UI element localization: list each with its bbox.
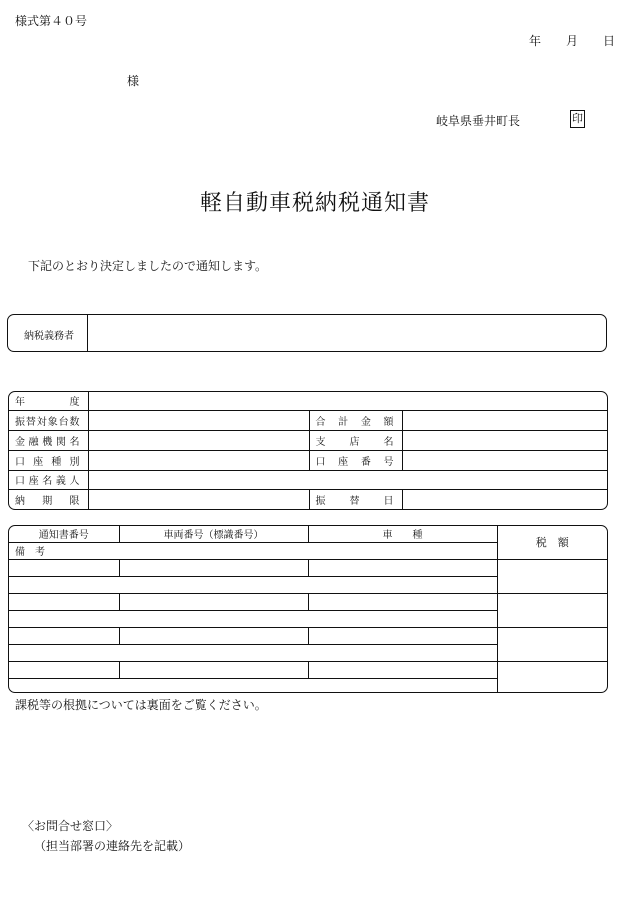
row-4-vehicle-number[interactable] xyxy=(119,661,308,678)
row-2-vehicle-type[interactable] xyxy=(308,593,497,610)
branch-label: 支 店 名 xyxy=(309,430,402,450)
account-type-value[interactable] xyxy=(88,450,309,470)
row-3-tax-amount[interactable] xyxy=(497,627,607,661)
bank-label: 金融機関名 xyxy=(9,430,88,450)
row-4-vehicle-type[interactable] xyxy=(308,661,497,678)
row-4-tax-amount[interactable] xyxy=(497,661,607,693)
row-2-notice-number[interactable] xyxy=(9,593,119,610)
row-2-vehicle-number[interactable] xyxy=(119,593,308,610)
taxpayer-box xyxy=(7,314,607,352)
contact-detail: （担当部署の連絡先を記載） xyxy=(34,839,191,853)
header-vehicle-number: 車両番号（標識番号） xyxy=(119,526,308,542)
addressee-suffix: 様 xyxy=(127,74,140,88)
due-date-value[interactable] xyxy=(88,489,309,509)
date-day: 日 xyxy=(603,34,616,48)
row-4-remarks[interactable] xyxy=(9,678,497,693)
issuer-name: 岐阜県垂井町長 xyxy=(436,114,521,128)
intro-text: 下記のとおり決定しましたので通知します。 xyxy=(28,259,268,273)
header-notice-number: 通知書番号 xyxy=(9,526,119,542)
due-date-label: 納 期 限 xyxy=(9,489,88,509)
vehicle-count-value[interactable] xyxy=(88,410,309,430)
total-amount-label: 合 計 金 額 xyxy=(309,410,402,430)
row-1-vehicle-type[interactable] xyxy=(308,559,497,576)
account-number-value[interactable] xyxy=(402,450,607,470)
transfer-table xyxy=(9,392,607,509)
transfer-info-box xyxy=(8,391,608,510)
account-number-label: 口 座 番 号 xyxy=(309,450,402,470)
transfer-date-label: 振 替 日 xyxy=(309,489,402,509)
branch-value[interactable] xyxy=(402,430,607,450)
row-1-notice-number[interactable] xyxy=(9,559,119,576)
row-1-tax-amount[interactable] xyxy=(497,559,607,593)
header-tax-amount: 税 額 xyxy=(497,526,607,559)
page-title: 軽自動車税納税通知書 xyxy=(199,191,430,216)
vehicle-details-box xyxy=(8,525,608,693)
account-type-label: 口座種別 xyxy=(9,450,88,470)
account-holder-value[interactable] xyxy=(88,470,607,489)
row-3-remarks[interactable] xyxy=(9,644,497,661)
bank-value[interactable] xyxy=(88,430,309,450)
date-month: 月 xyxy=(566,34,579,48)
taxpayer-label: 納税義務者 xyxy=(24,331,74,342)
row-1-remarks[interactable] xyxy=(9,576,497,593)
vehicle-details-table xyxy=(9,526,607,693)
row-3-notice-number[interactable] xyxy=(9,627,119,644)
vehicle-count-label: 振替対象台数 xyxy=(9,410,88,430)
row-2-remarks[interactable] xyxy=(9,610,497,627)
header-vehicle-type: 車 種 xyxy=(308,526,497,542)
date-year: 年 xyxy=(529,34,542,48)
account-holder-label: 口座名義人 xyxy=(9,470,88,489)
row-3-vehicle-number[interactable] xyxy=(119,627,308,644)
row-3-vehicle-type[interactable] xyxy=(308,627,497,644)
row-4-notice-number[interactable] xyxy=(9,661,119,678)
year-value[interactable] xyxy=(88,392,607,410)
header-remarks: 備 考 xyxy=(9,542,497,559)
row-2-tax-amount[interactable] xyxy=(497,593,607,627)
transfer-date-value[interactable] xyxy=(402,489,607,509)
year-label: 年 度 xyxy=(9,392,88,410)
seal-mark: 印 xyxy=(570,110,585,128)
basis-note: 課税等の根拠については裏面をご覧ください。 xyxy=(15,698,267,712)
contact-title: 〈お問合せ窓口〉 xyxy=(22,819,119,833)
form-number: 様式第４０号 xyxy=(15,14,88,28)
total-amount-value[interactable] xyxy=(402,410,607,430)
row-1-vehicle-number[interactable] xyxy=(119,559,308,576)
